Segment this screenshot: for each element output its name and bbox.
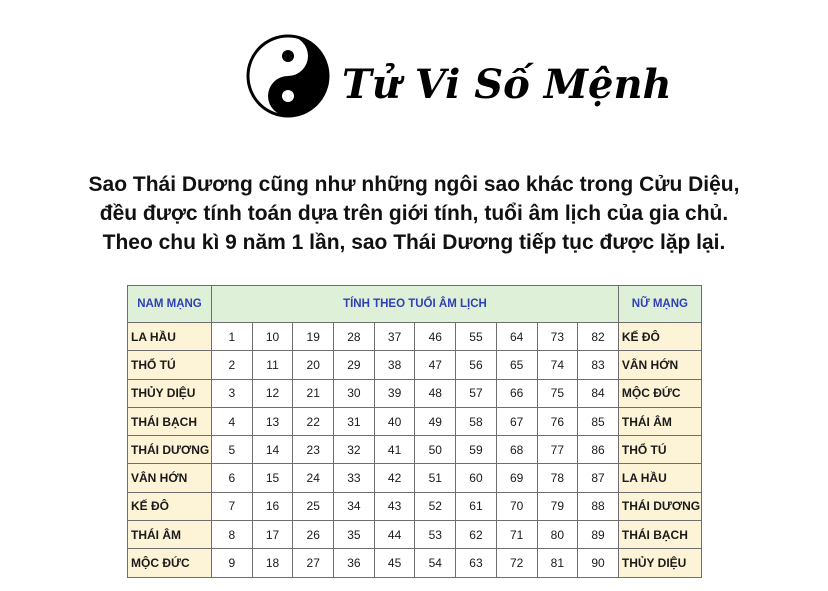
age-cell: 83 [578, 351, 619, 379]
age-cell: 72 [496, 549, 537, 577]
age-cell: 49 [415, 407, 456, 435]
age-cell: 59 [456, 436, 497, 464]
age-cell: 25 [293, 492, 334, 520]
age-cell: 58 [456, 407, 497, 435]
age-cell: 55 [456, 323, 497, 351]
female-star-cell: THỔ TÚ [618, 436, 701, 464]
age-cell: 46 [415, 323, 456, 351]
intro-line: đều được tính toán dựa trên giới tính, tuổi âm lịch của gia chủ. [99, 202, 729, 225]
age-header: TÍNH THEO TUỔI ÂM LỊCH [212, 286, 619, 323]
age-cell: 78 [537, 464, 578, 492]
age-cell: 89 [578, 521, 619, 549]
age-cell: 22 [293, 407, 334, 435]
age-cell: 29 [334, 351, 375, 379]
age-cell: 60 [456, 464, 497, 492]
table-row [128, 549, 702, 577]
age-cell: 73 [537, 323, 578, 351]
brand-logo [244, 32, 672, 122]
age-cell: 13 [252, 407, 293, 435]
age-cell: 71 [496, 521, 537, 549]
age-cell: 90 [578, 549, 619, 577]
male-star-cell: THÁI DƯƠNG [128, 436, 212, 464]
age-cell: 6 [212, 464, 253, 492]
table-row [128, 407, 702, 435]
age-cell: 67 [496, 407, 537, 435]
female-star-cell: VÂN HỚN [618, 351, 701, 379]
age-cell: 61 [456, 492, 497, 520]
age-cell: 14 [252, 436, 293, 464]
age-cell: 10 [252, 323, 293, 351]
male-star-cell: MỘC ĐỨC [128, 549, 212, 577]
age-cell: 33 [334, 464, 375, 492]
age-cell: 9 [212, 549, 253, 577]
age-cell: 31 [334, 407, 375, 435]
age-cell: 80 [537, 521, 578, 549]
yin-yang-icon [244, 32, 672, 122]
brand-text: Tử Vi Số Mệnh [342, 61, 672, 108]
age-cell: 28 [334, 323, 375, 351]
star-age-table [127, 285, 702, 578]
male-star-cell: LA HẦU [128, 323, 212, 351]
intro-line: Sao Thái Dương cũng như những ngôi sao khác trong Cửu Diệu, [88, 173, 740, 196]
age-cell: 47 [415, 351, 456, 379]
age-cell: 39 [374, 379, 415, 407]
female-star-cell: LA HẦU [618, 464, 701, 492]
age-cell: 18 [252, 549, 293, 577]
age-cell: 82 [578, 323, 619, 351]
age-cell: 54 [415, 549, 456, 577]
age-cell: 79 [537, 492, 578, 520]
female-star-cell: KẾ ĐÔ [618, 323, 701, 351]
female-header: NỮ MẠNG [618, 286, 701, 323]
male-star-cell: VÂN HỚN [128, 464, 212, 492]
age-cell: 63 [456, 549, 497, 577]
female-star-cell: THÁI BẠCH [618, 521, 701, 549]
age-cell: 1 [212, 323, 253, 351]
age-cell: 4 [212, 407, 253, 435]
age-cell: 69 [496, 464, 537, 492]
age-cell: 30 [334, 379, 375, 407]
age-cell: 88 [578, 492, 619, 520]
age-cell: 66 [496, 379, 537, 407]
age-cell: 38 [374, 351, 415, 379]
age-cell: 20 [293, 351, 334, 379]
age-cell: 62 [456, 521, 497, 549]
age-cell: 15 [252, 464, 293, 492]
age-cell: 42 [374, 464, 415, 492]
age-cell: 76 [537, 407, 578, 435]
male-star-cell: THÁI ÂM [128, 521, 212, 549]
age-cell: 53 [415, 521, 456, 549]
table-header-row [128, 286, 702, 323]
age-cell: 36 [334, 549, 375, 577]
intro-paragraph [0, 170, 828, 257]
table-row [128, 351, 702, 379]
male-header: NAM MẠNG [128, 286, 212, 323]
age-cell: 43 [374, 492, 415, 520]
table-row [128, 464, 702, 492]
intro-line: Theo chu kì 9 năm 1 lần, sao Thái Dương tiếp tục được lặp lại. [102, 231, 726, 254]
age-cell: 64 [496, 323, 537, 351]
age-cell: 68 [496, 436, 537, 464]
age-cell: 40 [374, 407, 415, 435]
age-cell: 12 [252, 379, 293, 407]
age-cell: 86 [578, 436, 619, 464]
age-cell: 57 [456, 379, 497, 407]
age-cell: 27 [293, 549, 334, 577]
age-cell: 45 [374, 549, 415, 577]
table-row [128, 323, 702, 351]
table-row [128, 436, 702, 464]
table-row [128, 379, 702, 407]
male-star-cell: THỔ TÚ [128, 351, 212, 379]
age-cell: 84 [578, 379, 619, 407]
age-cell: 52 [415, 492, 456, 520]
age-cell: 81 [537, 549, 578, 577]
age-cell: 5 [212, 436, 253, 464]
male-star-cell: THÁI BẠCH [128, 407, 212, 435]
age-cell: 26 [293, 521, 334, 549]
age-cell: 37 [374, 323, 415, 351]
age-cell: 17 [252, 521, 293, 549]
age-cell: 32 [334, 436, 375, 464]
female-star-cell: THÁI DƯƠNG [618, 492, 701, 520]
age-cell: 70 [496, 492, 537, 520]
age-cell: 41 [374, 436, 415, 464]
age-cell: 23 [293, 436, 334, 464]
age-cell: 85 [578, 407, 619, 435]
age-cell: 8 [212, 521, 253, 549]
age-cell: 2 [212, 351, 253, 379]
table-row [128, 521, 702, 549]
age-cell: 24 [293, 464, 334, 492]
age-cell: 50 [415, 436, 456, 464]
female-star-cell: THỦY DIỆU [618, 549, 701, 577]
age-cell: 77 [537, 436, 578, 464]
age-cell: 34 [334, 492, 375, 520]
age-cell: 16 [252, 492, 293, 520]
table-row [128, 492, 702, 520]
age-cell: 19 [293, 323, 334, 351]
age-cell: 21 [293, 379, 334, 407]
age-cell: 74 [537, 351, 578, 379]
age-cell: 35 [334, 521, 375, 549]
male-star-cell: KẾ ĐÔ [128, 492, 212, 520]
age-cell: 56 [456, 351, 497, 379]
age-cell: 11 [252, 351, 293, 379]
age-cell: 7 [212, 492, 253, 520]
age-cell: 3 [212, 379, 253, 407]
age-cell: 44 [374, 521, 415, 549]
female-star-cell: MỘC ĐỨC [618, 379, 701, 407]
age-cell: 65 [496, 351, 537, 379]
age-cell: 48 [415, 379, 456, 407]
male-star-cell: THỦY DIỆU [128, 379, 212, 407]
age-cell: 51 [415, 464, 456, 492]
female-star-cell: THÁI ÂM [618, 407, 701, 435]
age-cell: 87 [578, 464, 619, 492]
age-cell: 75 [537, 379, 578, 407]
